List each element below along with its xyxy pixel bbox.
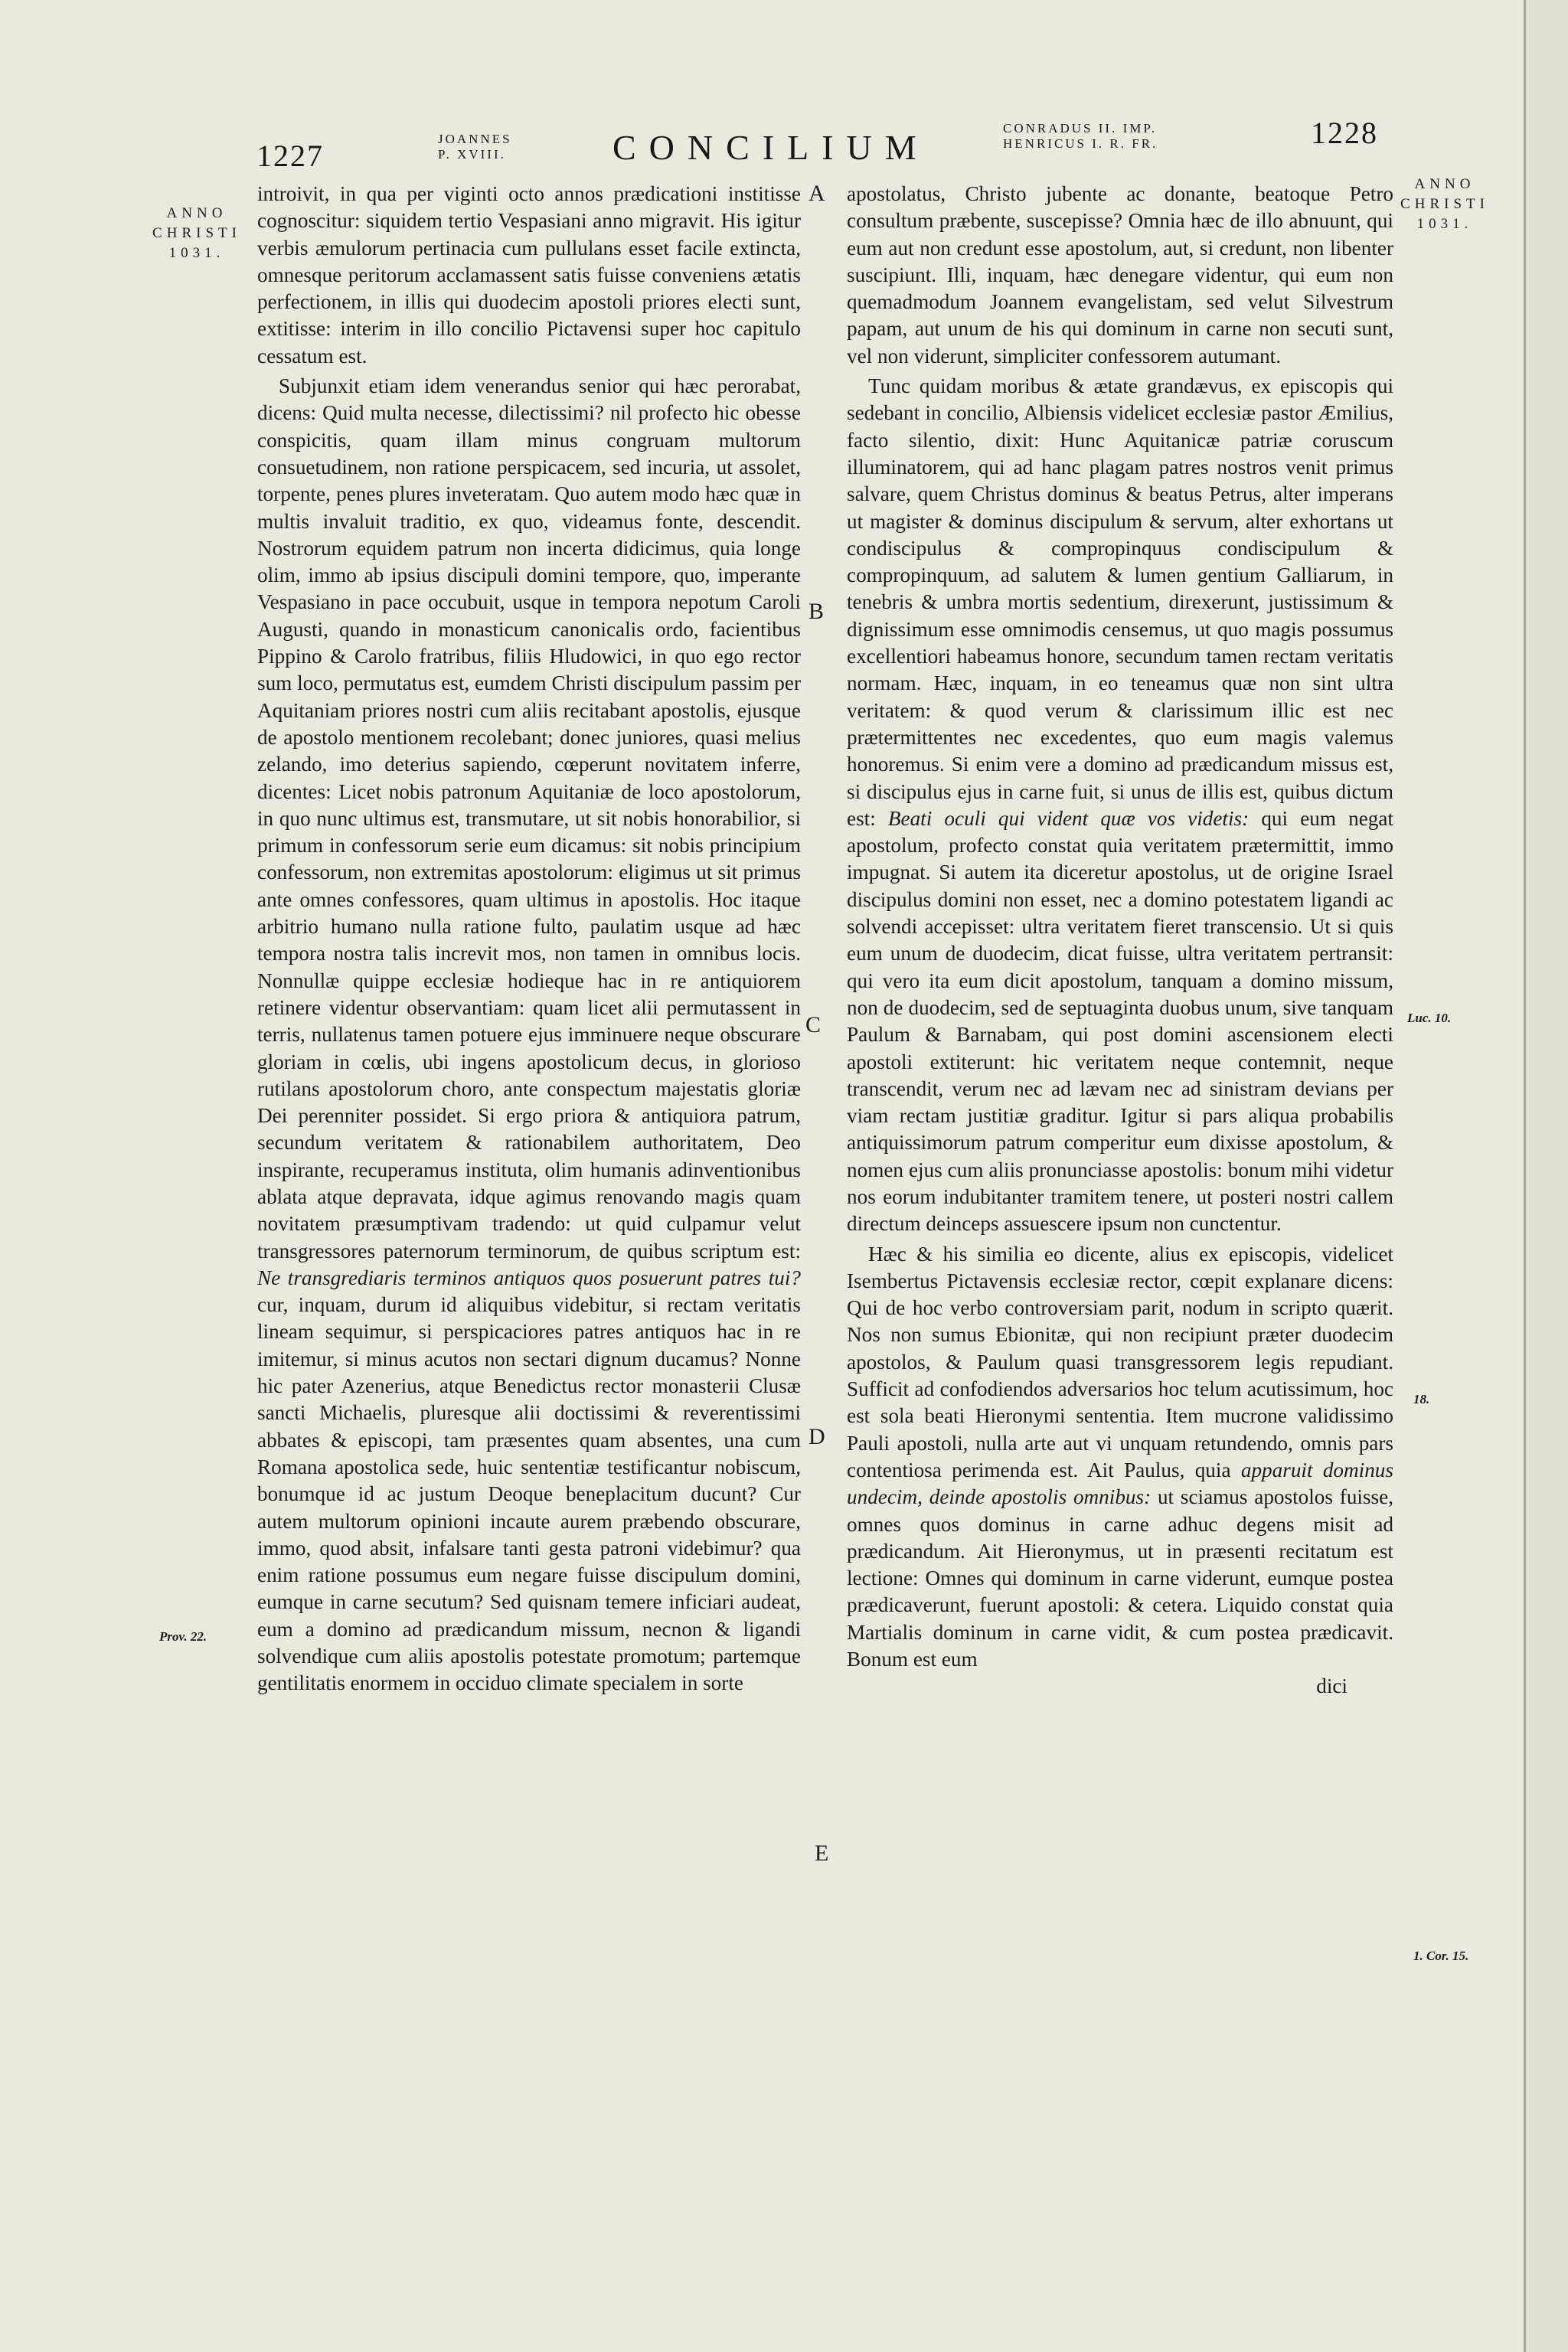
paragraph-text: cur, inquam, durum id aliquibus videbitur, si rectam veritatis lineam sequimur, si perspicaciores patres antiquos hac in re imitemur, si minus acutos non sectari dignum ducamus? Nonne hic pater Azenerius, atque Benedictus rector monasterii Clusæ sancti Michaelis, pluresque alii doctissimi & reverentissimi abbates & episcopi, tam præsentes quam absentes, una cum Romana apostolica sede, huic sententiæ testificantur nobiscum, bonumque id ac justum Deoque beneplacitum ducunt? Cur autem multorum opinioni incaute aurem præbendo obscurare, immo, quod absit, infalsare tanti gesta patroni videbimur? qua enim ratione possumus eum negare fuisse discipulum domini, eumque in carne secutum? Sed quisnam temere inficiari audeat, eum a domino ad prædicandum missum, necnon & ligandi solvendique cum aliis apostolis potestate promotum; partemque gentilitatis enormem in occiduo climate specialem in sorte: [257, 1293, 801, 1695]
left-column: [257, 181, 801, 1697]
page-number-right: 1228: [1311, 116, 1378, 150]
section-letter-a: A: [808, 181, 825, 206]
margin-ref-number: 18.: [1413, 1392, 1430, 1406]
scripture-quote: Ne transgrediaris terminos antiquos quos posuerunt patres tui?: [257, 1266, 801, 1289]
anno-christi-left: [147, 204, 247, 263]
section-letter-c: C: [805, 1012, 822, 1037]
scripture-quote: apparuit dominus undecim, deinde apostolis omnibus:: [847, 1458, 1393, 1509]
christi-label: CHRISTI: [1400, 196, 1489, 212]
section-letter-e: E: [815, 1841, 829, 1866]
paragraph-text: Tunc quidam moribus & ætate grandævus, ex episcopis qui sedebant in concilio, Albiensis videlicet ecclesiæ pastor Æmilius, facto silentio, dixit: Hunc Aquitanicæ patriæ coruscum illuminatorem, qui ad hanc plagam patres nostros venit primus salvare, quem Christus dominus & beatus Petrus, alter imperans ut magister & dominus discipulum & servum, alter exhortans ut condiscipulus & compropinquus condiscipulum & compropinquum, ad salutem & lumen gentium Galliarum, in tenebris & umbra mortis sedentium, direxerunt, justissimum & dignissimum esse omnimodis censemus, ut quo magis possumus excellentiori habeamus honore, secundum tamen rectam veritatis normam. Hæc, inquam, in eo teneamus quæ non sint ultra veritatem: & quod verum & clarissimum illic est nec prætermittentes nec excedentes, quo eum magis valemus honoremus. Si enim vere a domino ad prædicandum missus est, si discipulus ejus in carne fuit, si unus de illis est, quibus dictum est:: [847, 374, 1393, 830]
pope-header-line2: P. XVIII.: [438, 147, 506, 162]
page-number-left: 1227: [256, 139, 324, 173]
margin-ref-prov: Prov. 22.: [159, 1629, 207, 1644]
pope-header: [438, 132, 512, 162]
paragraph-text: qui eum negat apostolum, profecto constat quia veritatem prætermittit, immo impugnat. Si autem ita diceretur apostolus, ut de origine Israel discipulus domini non esset, nec a domino potestatem ligandi ac solvendi accepisset: ultra veritatem fieret transcensio. Ut si quis eum unum de duodecim, dicat fuisse, ultra veritatem pertransit: qui vero ita eum dicit apostolum, tanquam a domino missum, non de duodecim, sed de septuaginta duobus unum, sive tanquam Paulum & Barnabam, qui post domini ascensionem electi apostoli extiterunt: hic veritatem neque contemnit, neque transcendit, verum nec ad lævam nec ad sinistram devians per viam rectam justitiæ graditur. Igitur si pars aliqua probabilis antiquissimorum patrum comperitur eum dixisse apostolum, & nomen ejus cum aliis pronunciasse apostolis: bonum mihi videtur nos eorum indubitanter tramitem tenere, ut posteri nostri callem directum deinceps assuescere ipsum non cunctentur.: [847, 806, 1394, 1236]
paragraph: [847, 373, 1393, 1238]
page-title: CONCILIUM: [612, 128, 929, 167]
anno-label: ANNO: [1414, 176, 1475, 192]
adjacent-page-edge: [1524, 0, 1568, 2352]
rulers-header-line1: CONRADUS II. IMP.: [1003, 121, 1158, 136]
right-column: [847, 181, 1393, 1700]
section-letter-d: D: [808, 1424, 825, 1449]
anno-label: ANNO: [166, 205, 227, 221]
anno-christi-right: [1395, 175, 1494, 234]
year-label: 1031.: [1416, 216, 1473, 232]
paragraph: [847, 1241, 1393, 1674]
paragraph: [257, 373, 801, 1697]
paragraph: introivit, in qua per viginti octo annos prædicationi institisse cognoscitur: siquidem tertio Vespasiani anno migravit. His igitur verbis æmulorum pertinacia cum pullulans esset facile extincta, omnesque peritorum acclamassent satis fuisse conveniens ætatis perfectionem, in illis qui duodecim apostoli priores electi sunt, extitisse: interim in illo concilio Pictavensi super hoc capitulo cessatum est.: [257, 182, 801, 368]
scripture-quote: Beati oculi qui vident quæ vos videtis:: [887, 806, 1250, 830]
pope-header-line1: JOANNES: [438, 132, 512, 146]
catchword: dici: [1316, 1674, 1348, 1698]
christi-label: CHRISTI: [152, 225, 241, 241]
section-letter-b: B: [808, 599, 825, 624]
paragraph: apostolatus, Christo jubente ac donante, beatoque Petro consultum præbente, suscepisse? Omnia hæc de illo abnuunt, qui eum aut non credunt esse apostolum, aut, si credunt, non libenter suscipiunt. Illi, inquam, hæc denegare videntur, qui eum non quemadmodum Joannem evangelistam, sed velut Silvestrum papam, aut unum de his qui dominum in carne non secuti sunt, vel non viderunt, simpliciter confessorem autumant.: [847, 182, 1393, 368]
margin-ref-luc: Luc. 10.: [1407, 1011, 1452, 1025]
rulers-header: [1003, 121, 1158, 152]
paragraph-text: Subjunxit etiam idem venerandus senior qui hæc perorabat, dicens: Quid multa necesse, dilectissimi? nil profecto hic obesse conspicitis, quam illam minus congruam multorum consuetudinem, non ratione perspicacem, sed incuria, ut assolet, torpente, penes plures inveteratam. Quo autem modo hæc quæ in multis invaluit traditio, ex quo, videamus fonte, descendit. Nostrorum equidem patrum non incerta didicimus, quia longe olim, immo ab ipsius discipuli domini tempore, quo, imperante Vespasiano in pace occubuit, usque in tempora nepotum Caroli Augusti, quando in monasticum canonicalis ordo, facientibus Pippino & Carolo fratribus, filiis Hludowici, in quo ego rector sum loco, permutatus est, eumdem Christi discipulum passim per Aquitaniam priores nostri cum aliis recitabant apostolis, ejusque de apostolo mentionem recolebant; donec juniores, quasi melius zelando, imo deterius sapiendo, cœperunt novitatem inferre, dicentes: Licet nobis patronum Aquitaniæ de loco apostolorum, in quo nunc ultimus est, transmutare, ut sit nobis honorabilior, si primum in confessorum serie eum dicamus: sit nobis principium confessorum, non extremitas apostolorum: eligimus ut sit primus ante omnes confessores, quam ultimus in apostolis. Hoc itaque arbitrio humano nulla ratione fulto, paulatim usque ad hæc tempora nostra talis increvit mos, non tamen in omnibus locis. Nonnullæ quippe ecclesiæ hodieque hac in re antiquiorem retinere videntur observantiam: quam licet alii permutassent in terris, nullatenus tamen potuere ejus imminuere neque obscurare gloriam in cœlis, ubi ingens apostolicum decus, in glorioso rutilans apostolorum choro, ante conspectum majestatis gloriæ Dei perenniter possidet. Si ergo priora & antiquiora patrum, secundum veritatem & rationabilem authoritatem, Deo inspirante, recuperamus instituta, olim humanis adinventionibus ablata atque depravata, idque agimus renovando magis quam novitatem præsumptivam tradendo: ut quid culpamur velut transgressores paternorum terminorum, de quibus scriptum est:: [257, 374, 801, 1263]
margin-ref-cor: 1. Cor. 15.: [1413, 1949, 1469, 1963]
rulers-header-line2: HENRICUS I. R. FR.: [1003, 136, 1158, 151]
paragraph-text: ut sciamus apostolos fuisse, omnes quos dominus in carne adhuc degens misit ad prædicandum. Ait Hieronymus, ut in præsenti recitatum est lectione: Omnes qui dominum in carne viderunt, eumque postea prædicaverunt, fuerunt apostoli: & cetera. Liquido constat quia Martialis dominum in carne vidit, & cum postea prædicavit. Bonum est eum: [847, 1485, 1393, 1671]
paragraph-text: Hæc & his similia eo dicente, alius ex episcopis, videlicet Isembertus Pictavensis ecclesiæ rector, cœpit explanare dicens: Qui de hoc verbo controversiam parit, nodum in scripto quærit. Nos non sumus Ebionitæ, qui non recipiunt præter duodecim apostolos, & Paulum quasi transgressorem legis repudiant. Sufficit ad confodiendos adversarios hoc telum acutissimum, hoc est sola beati Hieronymi sententia. Item mucrone validissimo Pauli apostoli, nulla arte aut vi unquam retundendo, omnis pars contentiosa perimenda est. Ait Paulus, quia: [847, 1242, 1393, 1481]
year-label: 1031.: [168, 245, 225, 261]
